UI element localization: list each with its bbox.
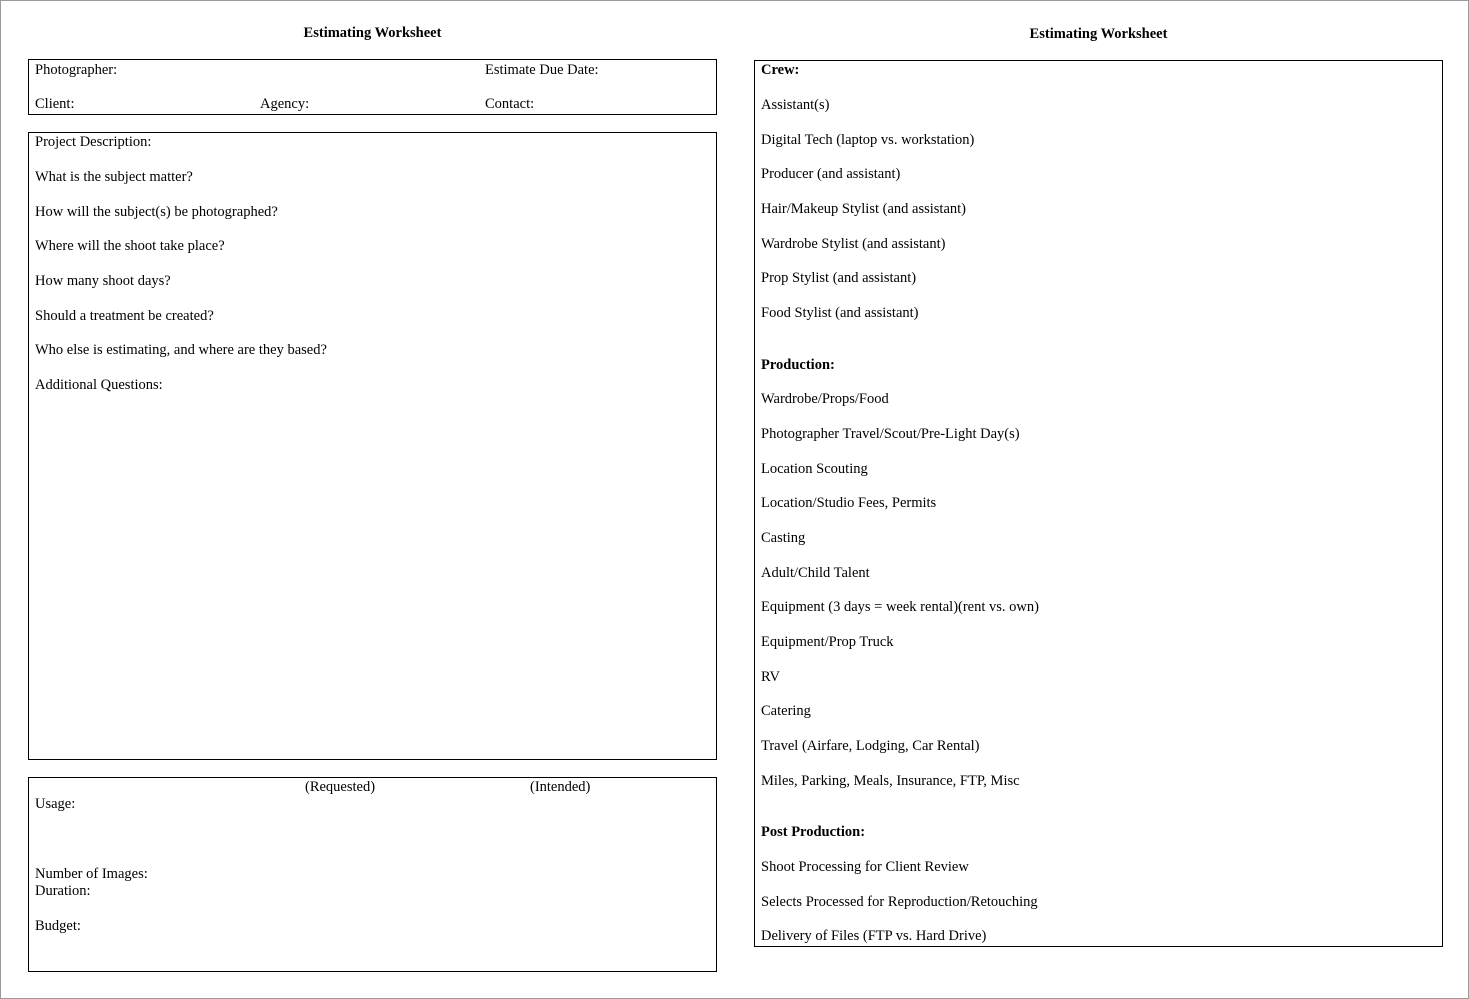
client-label: Client: (35, 96, 75, 112)
right-page-title: Estimating Worksheet (1029, 26, 1168, 42)
production-item: Travel (Airfare, Lodging, Car Rental) (761, 738, 980, 754)
project-line: Should a treatment be created? (35, 308, 214, 324)
crew-item: Producer (and assistant) (761, 166, 901, 182)
production-item: Adult/Child Talent (761, 565, 870, 581)
production-item: RV (761, 669, 780, 685)
estimate-due-date-label: Estimate Due Date: (485, 62, 599, 78)
production-item: Casting (761, 530, 806, 546)
duration-label: Duration: (35, 883, 91, 899)
project-line: Project Description: (35, 134, 152, 150)
budget-label: Budget: (35, 918, 81, 934)
crew-item: Wardrobe Stylist (and assistant) (761, 236, 946, 252)
production-item: Wardrobe/Props/Food (761, 391, 889, 407)
production-item: Photographer Travel/Scout/Pre-Light Day(s) (761, 426, 1020, 442)
agency-label: Agency: (260, 96, 310, 112)
production-heading: Production: (761, 357, 835, 373)
project-line: Who else is estimating, and where are they based? (35, 342, 327, 358)
project-line: What is the subject matter? (35, 169, 193, 185)
usage-label: Usage: (35, 796, 76, 812)
post-production-item: Shoot Processing for Client Review (761, 859, 969, 875)
usage-box (28, 777, 717, 972)
number-of-images-label: Number of Images: (35, 866, 148, 882)
crew-item: Prop Stylist (and assistant) (761, 270, 917, 286)
cost-categories-box (754, 60, 1443, 947)
production-item: Catering (761, 703, 811, 719)
post-production-item: Delivery of Files (FTP vs. Hard Drive) (761, 928, 987, 944)
production-item: Location Scouting (761, 461, 868, 477)
crew-heading: Crew: (761, 62, 800, 78)
crew-item: Assistant(s) (761, 97, 830, 113)
crew-item: Digital Tech (laptop vs. workstation) (761, 132, 975, 148)
intended-label: (Intended) (530, 779, 591, 795)
production-item: Location/Studio Fees, Permits (761, 495, 937, 511)
header-info-box (28, 59, 717, 115)
production-item: Equipment (3 days = week rental)(rent vs. own) (761, 599, 1039, 615)
project-line: Where will the shoot take place? (35, 238, 225, 254)
left-page-title: Estimating Worksheet (303, 25, 442, 41)
crew-item: Food Stylist (and assistant) (761, 305, 919, 321)
production-item: Miles, Parking, Meals, Insurance, FTP, Misc (761, 773, 1020, 789)
project-line: How many shoot days? (35, 273, 171, 289)
post-production-heading: Post Production: (761, 824, 866, 840)
production-item: Equipment/Prop Truck (761, 634, 894, 650)
project-line: How will the subject(s) be photographed? (35, 204, 278, 220)
contact-label: Contact: (485, 96, 535, 112)
project-line: Additional Questions: (35, 377, 163, 393)
photographer-label: Photographer: (35, 62, 118, 78)
requested-label: (Requested) (305, 779, 376, 795)
crew-item: Hair/Makeup Stylist (and assistant) (761, 201, 966, 217)
post-production-item: Selects Processed for Reproduction/Retouching (761, 894, 1038, 910)
project-description-box (28, 132, 717, 760)
